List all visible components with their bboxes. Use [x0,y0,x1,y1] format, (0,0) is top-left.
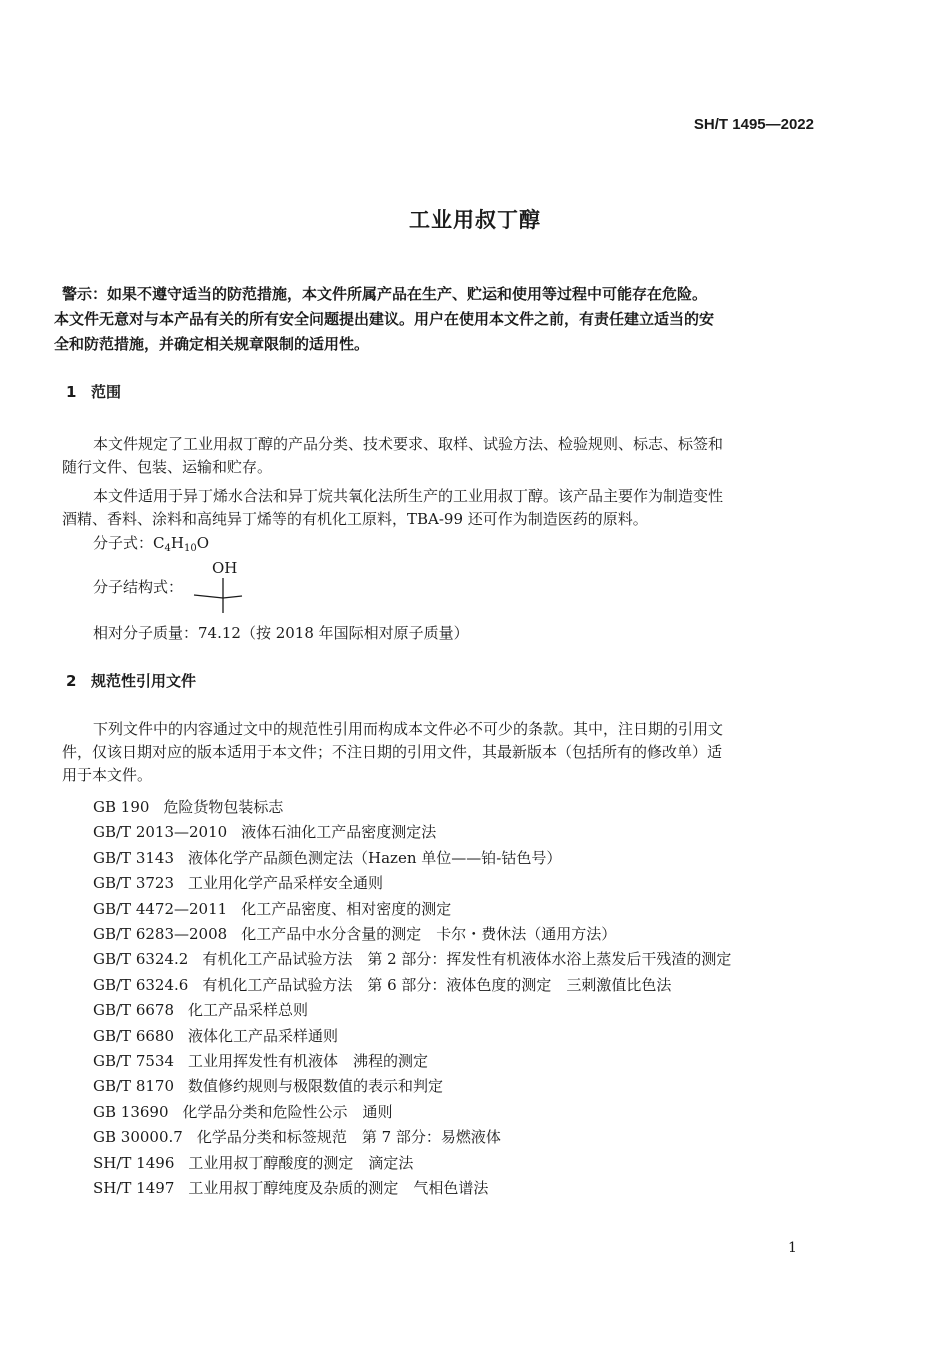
reference-title: 液体化工产品采样通则 [188,1027,339,1045]
molar-mass: 相对分子质量：74.12（按 2018 年国际相对原子质量） [93,624,469,642]
reference-title: 液体化学产品颜色测定法（Hazen 单位——铂-钴色号） [188,849,562,867]
section-1-paragraph-1 [62,433,723,479]
section-2-intro [62,718,723,787]
reference-code: GB/T 3723 [93,874,175,892]
reference-code: SH/T 1496 [93,1154,175,1172]
reference-title: 有机化工产品试验方法 第 2 部分：挥发性有机液体水浴上蒸发后干残渣的测定 [202,950,732,968]
page-title: 工业用叔丁醇 [409,208,541,232]
reference-item [93,1075,443,1096]
warning-line: 全和防范措施，并确定相关规章限制的适用性。 [54,335,370,353]
section-title: 规范性引用文件 [91,672,197,690]
reference-title: 化工产品采样总则 [188,1001,309,1019]
reference-title: 危险货物包装标志 [163,798,284,816]
paragraph-line: 本文件适用于异丁烯水合法和异丁烷共氧化法所生产的工业用叔丁醇。该产品主要作为制造变性 [93,487,724,505]
reference-item [93,923,616,944]
structure-oh-label: OH [212,559,238,577]
section-number: 1 [66,383,77,401]
section-number: 2 [66,672,77,690]
molecular-formula [93,532,209,553]
formula-label: 分子式： [93,534,154,552]
formula-h: H [170,534,184,552]
reference-code: GB 30000.7 [93,1128,183,1146]
section-2-heading [66,670,196,691]
section-title: 范围 [91,383,122,401]
reference-item [93,1101,393,1122]
reference-code: GB/T 7534 [93,1052,175,1070]
reference-code: GB/T 6680 [93,1027,175,1045]
reference-item [93,948,731,969]
reference-title: 数值修约规则与极限数值的表示和判定 [188,1077,444,1095]
warning-block [54,282,822,357]
reference-item [93,974,671,995]
reference-title: 化工产品密度、相对密度的测定 [241,900,452,918]
warning-line: 警示：如果不遵守适当的防范措施，本文件所属产品在生产、贮运和使用等过程中可能存在危险。 [62,285,708,303]
reference-code: GB 13690 [93,1103,169,1121]
paragraph-line: 本文件规定了工业用叔丁醇的产品分类、技术要求、取样、试验方法、检验规则、标志、标签和 [93,435,724,453]
reference-title: 化工产品中水分含量的测定 卡尔・费休法（通用方法） [241,925,617,943]
reference-item [93,898,451,919]
reference-code: GB/T 4472—2011 [93,900,228,918]
reference-code: GB/T 6283—2008 [93,925,228,943]
reference-item [93,999,308,1020]
paragraph-line: 酒精、香料、涂料和高纯异丁烯等的有机化工原料，TBA-99 还可作为制造医药的原料。 [62,510,648,528]
formula-c: C [153,534,165,552]
section-1-paragraph-2 [62,485,723,531]
reference-code: GB 190 [93,798,150,816]
reference-item [93,821,436,842]
reference-item [93,847,561,868]
molecular-structure-diagram [190,560,250,615]
formula-o: O [196,534,210,552]
reference-code: GB/T 2013—2010 [93,823,228,841]
paragraph-line: 下列文件中的内容通过文中的规范性引用而构成本文件必不可少的条款。其中，注日期的引用文 [93,720,724,738]
reference-item [93,1050,428,1071]
reference-title: 化学品分类和危险性公示 通则 [182,1103,393,1121]
reference-title: 工业用化学产品采样安全通则 [188,874,384,892]
paragraph-line: 件，仅该日期对应的版本适用于本文件；不注日期的引用文件，其最新版本（包括所有的修改单）适 [62,743,723,761]
reference-code: GB/T 3143 [93,849,175,867]
reference-code: GB/T 8170 [93,1077,175,1095]
reference-title: 工业用叔丁醇酸度的测定 滴定法 [188,1154,414,1172]
reference-item [93,1126,501,1147]
reference-title: 有机化工产品试验方法 第 6 部分：液体色度的测定 三刺激值比色法 [202,976,672,994]
reference-title: 化学品分类和标签规范 第 7 部分：易燃液体 [196,1128,501,1146]
bond-left [194,595,223,598]
bond-right [223,596,242,598]
reference-code: SH/T 1497 [93,1179,175,1197]
reference-item [93,1152,413,1173]
formula-h-count: 10 [183,543,197,554]
reference-title: 液体石油化工产品密度测定法 [241,823,437,841]
reference-code: GB/T 6324.2 [93,950,189,968]
page-number: 1 [788,1240,797,1256]
reference-title: 工业用叔丁醇纯度及杂质的测定 气相色谱法 [188,1179,489,1197]
section-1-heading [66,381,121,402]
reference-title: 工业用挥发性有机液体 沸程的测定 [188,1052,429,1070]
reference-item [93,796,283,817]
reference-item [93,1025,338,1046]
warning-line: 本文件无意对与本产品有关的所有安全问题提出建议。用户在使用本文件之前，有责任建立适当的安 [54,310,715,328]
reference-item [93,872,383,893]
reference-code: GB/T 6324.6 [93,976,189,994]
reference-item [93,1177,488,1198]
reference-code: GB/T 6678 [93,1001,175,1019]
paragraph-line: 随行文件、包装、运输和贮存。 [62,458,273,476]
paragraph-line: 用于本文件。 [62,766,153,784]
formula-c-count: 4 [164,543,171,554]
structure-label: 分子结构式： [93,578,184,596]
standard-code: SH/T 1495—2022 [693,116,814,133]
